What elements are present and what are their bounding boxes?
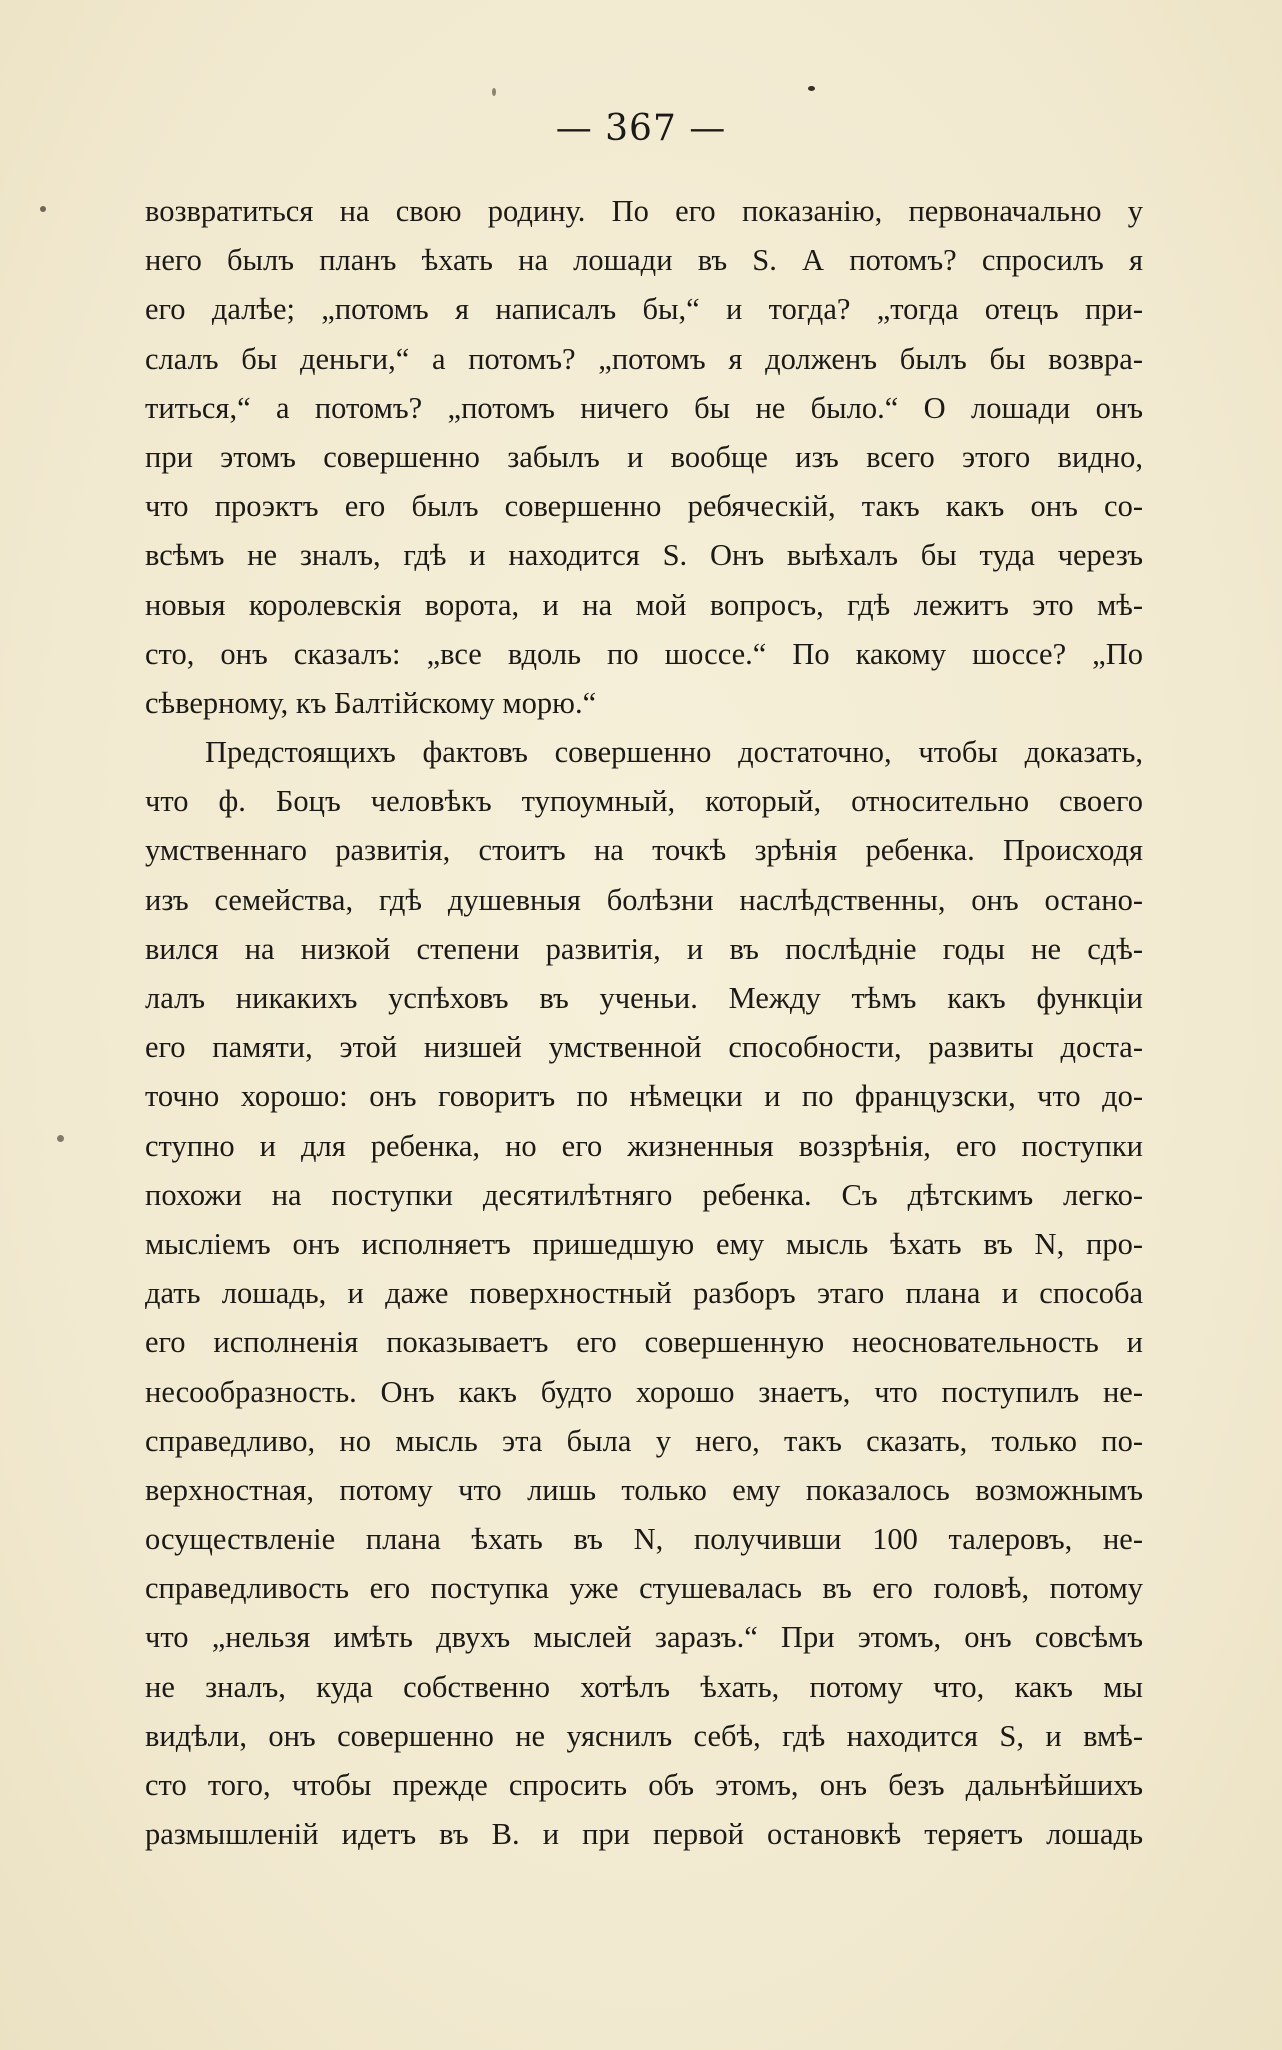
text-line: слалъ бы деньги,“ а потомъ? „потомъ я долженъ былъ бы возвра- (145, 341, 1143, 376)
text-line: новыя королевскія ворота, и на мой вопросъ, гдѣ лежитъ это мѣ- (145, 587, 1143, 622)
text-line: похожи на поступки десятилѣтняго ребенка. Съ дѣтскимъ легко- (145, 1177, 1143, 1212)
text-line: его исполненія показываетъ его совершенную неосновательность и (145, 1325, 1143, 1360)
text-line: лалъ никакихъ успѣховъ въ ученьи. Между тѣмъ какъ функціи (145, 981, 1143, 1015)
text-line: ступно и для ребенка, но его жизненныя воззрѣнія, его поступки (145, 1128, 1143, 1163)
text-line: титься,“ а потомъ? „потомъ ничего бы не было.“ О лошади онъ (145, 390, 1143, 425)
ink-speck (40, 206, 46, 212)
ink-speck (492, 88, 496, 96)
text-line: несообразность. Онъ какъ будто хорошо знаетъ, что поступилъ не- (145, 1374, 1143, 1409)
body-text (145, 187, 1143, 1859)
page-number: — 367 — (555, 108, 727, 149)
text-line: что „нельзя имѣть двухъ мыслей заразъ.“ При этомъ, онъ совсѣмъ (145, 1620, 1143, 1655)
text-line: возвратиться на свою родину. По его показанію, первоначально у (145, 194, 1143, 228)
ink-speck (57, 1135, 64, 1142)
text-line: его далѣе; „потомъ я написалъ бы,“ и тогда? „тогда отецъ при- (145, 292, 1143, 327)
text-line: верхностная, потому что лишь только ему показалось возможнымъ (145, 1472, 1143, 1507)
text-line: дать лошадь, и даже поверхностный разборъ этаго плана и способа (145, 1276, 1143, 1311)
text-line: что ф. Боцъ человѣкъ тупоумный, который, относительно своего (145, 784, 1143, 819)
text-line: него былъ планъ ѣхать на лошади въ S. А потомъ? спросилъ я (145, 243, 1143, 278)
text-line: сто того, чтобы прежде спросить объ этомъ, онъ безъ дальнѣйшихъ (145, 1768, 1143, 1802)
text-line: его памяти, этой низшей умственной способности, развиты доста- (145, 1030, 1143, 1065)
text-line: изъ семейства, гдѣ душевныя болѣзни наслѣдственны, онъ остано- (145, 882, 1143, 917)
paragraph-2 (145, 728, 1143, 1859)
text-line: всѣмъ не зналъ, гдѣ и находится S. Онъ выѣхалъ бы туда черезъ (145, 538, 1143, 573)
text-line: осуществленіе плана ѣхать въ N, получивши 100 талеровъ, не- (145, 1522, 1143, 1557)
text-line: умственнаго развитія, стоитъ на точкѣ зрѣнія ребенка. Происходя (145, 833, 1143, 868)
text-line: справедливость его поступка уже стушевалась въ его головѣ, потому (145, 1571, 1143, 1606)
text-line: вился на низкой степени развитія, и въ послѣдніе годы не сдѣ- (145, 931, 1143, 966)
text-line: размышленій идетъ въ B. и при первой остановкѣ теряетъ лошадь (145, 1817, 1143, 1852)
text-line: точно хорошо: онъ говоритъ по нѣмецки и по французски, что до- (145, 1079, 1143, 1114)
text-line: Предстоящихъ фактовъ совершенно достаточно, чтобы доказать, (205, 735, 1143, 770)
text-line: при этомъ совершенно забылъ и вообще изъ всего этого видно, (145, 439, 1143, 474)
text-line: не зналъ, куда собственно хотѣлъ ѣхать, потому что, какъ мы (145, 1669, 1143, 1704)
text-line: что проэктъ его былъ совершенно ребяческій, такъ какъ онъ со- (145, 489, 1143, 524)
text-line: сѣверному, къ Балтійскому морю.“ (145, 685, 597, 720)
paragraph-1 (145, 187, 1143, 728)
ink-speck (808, 86, 815, 91)
text-line: сто, онъ сказалъ: „все вдоль по шоссе.“ По какому шоссе? „По (145, 636, 1143, 671)
text-line: видѣли, онъ совершенно не уяснилъ себѣ, гдѣ находится S, и вмѣ- (145, 1718, 1143, 1753)
text-line: справедливо, но мысль эта была у него, такъ сказать, только по- (145, 1423, 1143, 1458)
text-line: мысліемъ онъ исполняетъ пришедшую ему мысль ѣхать въ N, про- (145, 1226, 1143, 1261)
